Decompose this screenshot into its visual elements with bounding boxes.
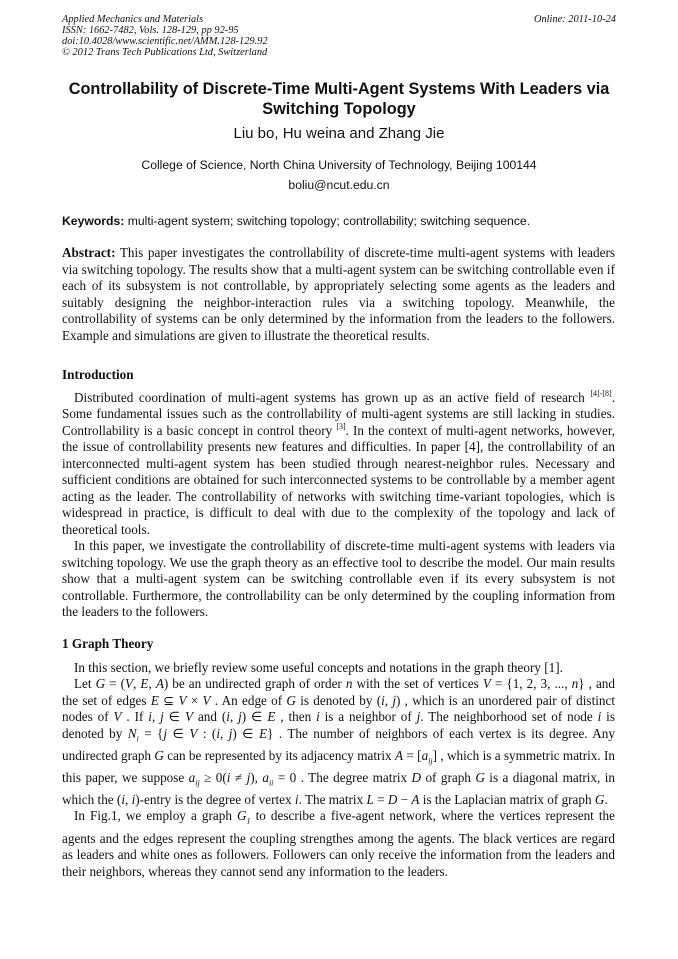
abstract-label: Abstract: bbox=[62, 245, 116, 260]
math-symbol: n bbox=[345, 676, 353, 691]
paragraph: In this paper, we investigate the controllability of discrete-time multi-agent systems with leaders via switching topology. We use the graph theory as an effective tool to describe the model. Our main results show that a multi-agent system can be switching controllable even if its every subsystem is not controllable. Furthermore, the controllability can be only determined by the coupling information from the leaders to the followers. bbox=[62, 538, 615, 619]
math-symbol: i bbox=[316, 709, 320, 724]
keywords-label: Keywords: bbox=[62, 214, 125, 228]
math-symbol: E bbox=[267, 709, 276, 724]
graph-theory-section bbox=[62, 636, 615, 880]
math-symbol: i bbox=[131, 791, 136, 807]
math-symbol: V bbox=[202, 692, 211, 708]
math-symbol: G bbox=[286, 692, 296, 708]
math-symbol: j bbox=[228, 725, 233, 741]
math-symbol: i bbox=[294, 791, 299, 807]
authors: Liu bo, Hu weina and Zhang Jie bbox=[233, 125, 445, 142]
math-symbol: A bbox=[155, 676, 164, 691]
math-symbol: N bbox=[127, 725, 137, 741]
copyright-line: © 2012 Trans Tech Publications Ltd, Switzerland bbox=[62, 47, 268, 58]
math-subscript: i bbox=[136, 734, 139, 744]
math-symbol: j bbox=[163, 725, 168, 741]
paragraph: Distributed coordination of multi-agent systems has grown up as an active field of research [4]-[8]. Some fundamental issues such as the controllability of multi-agent systems are still lacking in studies. Controllability is a basic concept in control theory [3]. In the context of multi-agent networks, however, the issue of controllability presents new features and difficulties. In paper [4], the controllability of an interconnected multi-agent system has been studied through nearest-neighbor rules. Necessary and sufficient conditions are obtained for such interconnected systems to be controllable by a member agent acting as the leader. The controllability of networks with switching time-variant topologies, which is widespread in practice, is difficult to deal with due to the complexity of the topology and lack of theoretical tools. bbox=[62, 388, 615, 537]
math-symbol: D bbox=[387, 791, 398, 807]
math-symbol: a bbox=[421, 747, 429, 763]
math-symbol: E bbox=[259, 725, 268, 741]
keywords-text: multi-agent system; switching topology; controllability; switching sequence. bbox=[124, 214, 531, 228]
math-symbol: i bbox=[226, 709, 230, 724]
math-symbol: j bbox=[246, 769, 251, 785]
math-symbol: G bbox=[154, 747, 164, 763]
math-symbol: V bbox=[178, 692, 187, 708]
keywords bbox=[62, 214, 616, 228]
math-subscript: ij bbox=[195, 778, 200, 788]
journal-header bbox=[62, 14, 616, 58]
math-symbol: j bbox=[416, 709, 421, 724]
math-symbol: n bbox=[571, 676, 579, 691]
math-symbol: a bbox=[188, 769, 196, 785]
math-symbol: G bbox=[95, 676, 106, 691]
math-symbol: V bbox=[185, 709, 194, 724]
abstract bbox=[62, 245, 615, 344]
math-symbol: A bbox=[394, 747, 404, 763]
math-symbol: G bbox=[594, 791, 605, 807]
math-symbol: E bbox=[140, 676, 149, 691]
math-symbol: E bbox=[150, 692, 159, 708]
math-symbol: D bbox=[411, 769, 422, 785]
paragraph: In Fig.1, we employ a graph $G_1$ to describe a five-agent network, where the vertices represent the agents and the edges represent the coupling strengthes among the agents. The black vertices are regard as leaders and white ones as followers. Followers can only receive the information from the leaders and their neighbors, whereas they cannot send any information to the leaders. bbox=[62, 808, 616, 879]
math-subscript: 1 bbox=[246, 817, 251, 827]
paper-title: Controllability of Discrete-Time Multi-Agent Systems With Leaders via Switching Topology bbox=[68, 80, 610, 118]
math-symbol: i bbox=[216, 725, 220, 741]
journal-name: Applied Mechanics and Materials bbox=[62, 14, 204, 25]
abstract-text: This paper investigates the controllability of discrete-time multi-agent systems with leaders via switching topology. The results show that a multi-agent system can be switching controllable even if each of its subsystem is not controllable, by appropriately selecting some agents as the leaders and suitably designing the neighbor-interaction rules via a switching topology. Meanwhile, the controllability of systems can be only determined by the information from the leaders to the followers. Example and simulations are given to illustrate the theoretical results. bbox=[62, 245, 615, 343]
introduction-heading: Introduction bbox=[62, 367, 134, 382]
math-symbol: G bbox=[237, 808, 247, 824]
math-symbol: L bbox=[366, 791, 374, 807]
math-symbol: V bbox=[189, 725, 198, 741]
introduction-section bbox=[62, 367, 615, 621]
math-symbol: i bbox=[148, 709, 152, 724]
math-symbol: i bbox=[226, 769, 231, 785]
paragraph: Let G = (V, E, A) be an undirected graph of order n with the set of vertices V = {1, 2, 3, ..., n} , and the set of edges E ⊆ V × V . An edge of G is denoted by (i, j) , which is an unordered pair of distinct nodes of V . If i, j ∈ V and (i, j) ∈ E , then i is a neighbor of j. The neighborhood set of node i is denoted by $N_i = \{j$ ∈ V : (i, j) ∈ E} . The number of neighbors of each vertex is its degree. Any undirected graph G can be represented by its adjacency matrix $A = [a_{ij}]$ , which is a symmetric matrix. In this paper, we suppose $a_{ij} \ge 0(i \ne j)$, $a_{ii} = 0$ . The degree matrix D of graph G is a diagonal matrix, in which the (i, i)-entry is the degree of vertex i. The matrix L = D − A is the Laplacian matrix of graph G. bbox=[62, 676, 616, 807]
math-symbol: A bbox=[411, 791, 420, 807]
math-symbol: j bbox=[160, 709, 164, 724]
math-subscript: ii bbox=[268, 778, 274, 788]
math-symbol: a bbox=[262, 769, 269, 785]
issn-line: ISSN: 1662-7482, Vols. 128-129, pp 92-95 bbox=[62, 25, 239, 36]
math-symbol: i bbox=[381, 692, 385, 708]
affiliation: College of Science, North China University of Technology, Beijing 100144 bbox=[141, 158, 537, 172]
math-symbol: V bbox=[125, 676, 134, 691]
math-symbol: V bbox=[113, 709, 122, 724]
online-date: Online: 2011-10-24 bbox=[533, 14, 616, 25]
doi-line: doi:10.4028/www.scientific.net/AMM.128-129.92 bbox=[62, 36, 268, 47]
citation: [4]-[8] bbox=[590, 388, 612, 398]
math-subscript: ij bbox=[428, 756, 433, 766]
graph-theory-body bbox=[62, 660, 615, 881]
math-symbol: G bbox=[475, 769, 485, 785]
citation: [3] bbox=[336, 421, 346, 431]
math-symbol: i bbox=[121, 791, 125, 807]
math-symbol: V bbox=[482, 676, 491, 691]
math-symbol: j bbox=[238, 709, 242, 724]
paragraph: In this section, we briefly review some useful concepts and notations in the graph theory [1]. bbox=[74, 659, 563, 675]
math-symbol: i bbox=[597, 709, 602, 724]
graph-theory-heading: 1 Graph Theory bbox=[62, 636, 154, 651]
math-symbol: j bbox=[392, 692, 396, 708]
email: boliu@ncut.edu.cn bbox=[288, 178, 390, 192]
introduction-body bbox=[62, 390, 615, 621]
